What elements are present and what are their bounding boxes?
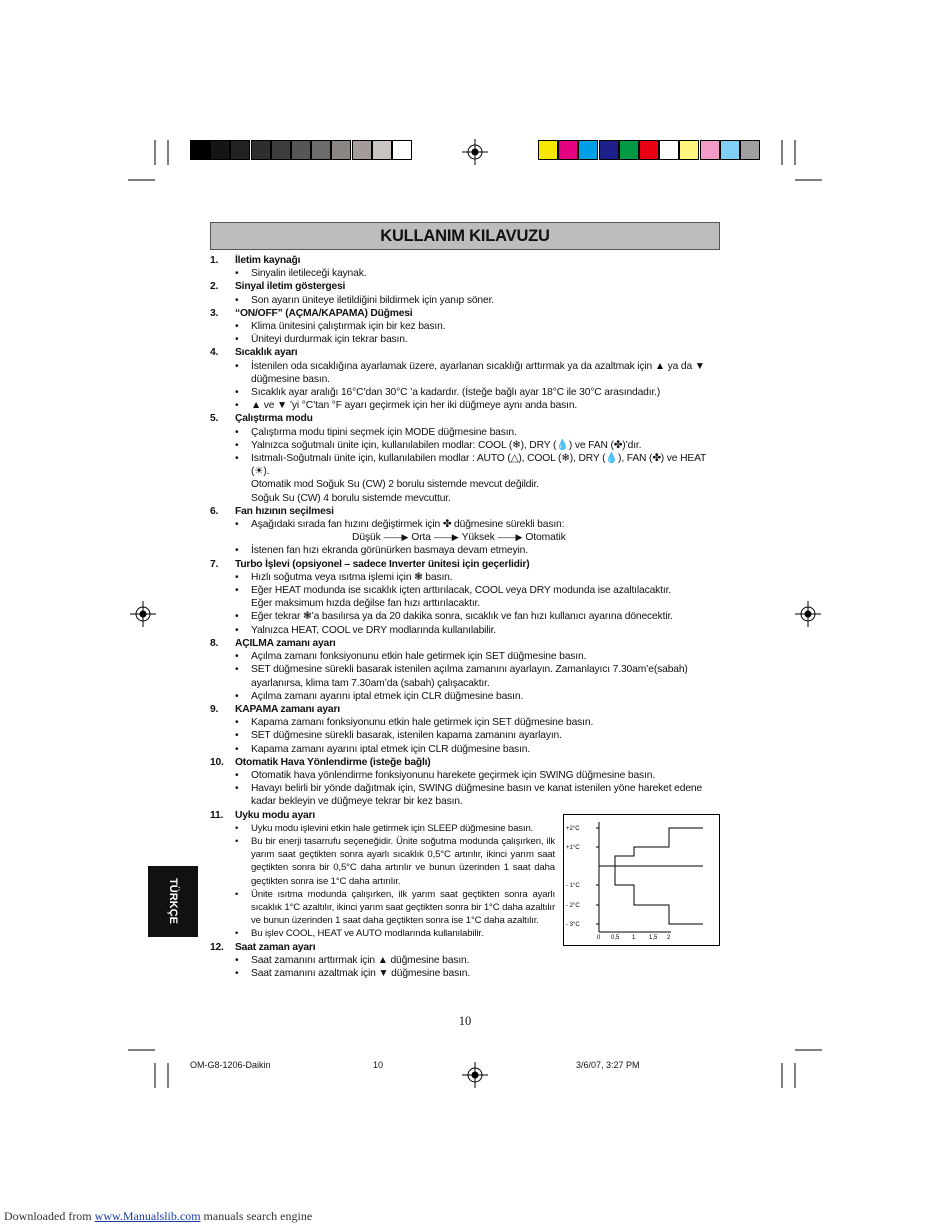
note-text: Soğuk Su (CW) 4 borulu sistemde mevcuttur. <box>251 492 451 504</box>
page-title: KULLANIM KILAVUZU <box>210 222 720 250</box>
language-tab-label: TÜRKÇE <box>167 878 179 924</box>
section-heading <box>210 280 722 293</box>
registration-mark-left <box>130 601 156 627</box>
section-number: 2. <box>210 281 219 293</box>
y-tick-label: - 1°C <box>566 883 580 889</box>
section-heading <box>210 505 722 518</box>
list-item: • Üniteyi durdurmak için tekrar basın. <box>210 333 722 346</box>
manualslib-link[interactable]: www.Manualslib.com <box>94 1209 201 1223</box>
section-title: Fan hızının seçilmesi <box>235 505 334 517</box>
footer-right: 3/6/07, 3:27 PM <box>576 1060 640 1070</box>
section-heading <box>210 254 722 267</box>
y-tick-label: - 2°C <box>566 903 580 909</box>
list-item: • İstenilen oda sıcaklığına ayarlamak üzere, ayarlanan sıcaklığı arttırmak ya da azaltmak için ▲ ya da ▼ düğmesine basın. <box>210 360 722 386</box>
section-heading <box>210 307 722 320</box>
section-number: 6. <box>210 505 219 517</box>
section-number: 12. <box>210 941 224 953</box>
speed-high: Yüksek <box>461 532 495 544</box>
list-item: • Saat zamanını azaltmak için ▼ düğmesine basın. <box>210 967 722 980</box>
registration-mark-right <box>795 601 821 627</box>
x-tick-label: 2 <box>667 935 671 941</box>
section-number: 1. <box>210 255 219 266</box>
registration-mark-bottom <box>462 1062 488 1088</box>
footer-left: OM-G8-1206-Daikin <box>190 1060 271 1070</box>
section-1 <box>210 254 722 280</box>
y-tick-label: - 3°C <box>566 922 580 928</box>
list-item: • Ünite ısıtma modunda çalışırken, ilk yarım saat geçtikten sonra ayarlı sıcaklık 1°C azaltılır, ikinci yarım saat geçtikten sonra bir 1°C daha azaltılır ve bunun üzerinden 1 saat daha geçtikten sonra ise 1°C daha azaltılır. <box>210 888 555 928</box>
section-5 <box>210 412 722 504</box>
x-tick-label: 1 <box>632 935 636 941</box>
section-number: 9. <box>210 703 219 715</box>
y-tick-label: +1°C <box>566 845 580 851</box>
arrow-right-icon: ——▶ <box>433 532 459 543</box>
section-title: Otomatik Hava Yönlendirme (isteğe bağlı) <box>235 756 431 768</box>
section-6 <box>210 505 722 558</box>
page-number: 10 <box>458 1014 472 1028</box>
list-item: • Yalnızca soğutmalı ünite için, kullanılabilen modlar: COOL (❄), DRY (💧) ve FAN (✤)’dır. <box>210 439 722 452</box>
section-title: Saat zaman ayarı <box>235 941 316 953</box>
section-number: 4. <box>210 347 219 359</box>
section-number: 8. <box>210 637 219 649</box>
chart-frame <box>564 815 720 946</box>
note-text: Otomatik mod Soğuk Su (CW) 2 borulu sistemde mevcut değildir. <box>251 479 539 491</box>
note-text: Eğer maksimum hızda değilse fan hızı arttırılacaktır. <box>251 598 480 610</box>
section-title: İletim kaynağı <box>235 255 301 266</box>
fan-speed-sequence <box>210 531 722 544</box>
registration-mark-top <box>462 139 488 165</box>
section-4 <box>210 346 722 412</box>
x-tick-label: 0,5 <box>611 935 620 941</box>
list-item: • Klima ünitesini çalıştırmak için bir kez basın. <box>210 320 722 333</box>
section-number: 10. <box>210 756 224 768</box>
list-item: • Aşağıdaki sırada fan hızını değiştirmek için ✤ düğmesine sürekli basın: <box>210 518 722 531</box>
section-2 <box>210 280 722 306</box>
section-heading <box>210 703 722 716</box>
list-item: • Eğer tekrar ❃’a basılırsa ya da 20 dakika sonra, sıcaklık ve fan hızı kullanıcı ayarına dönecektir. <box>210 610 722 623</box>
list-item: • Bu işlev COOL, HEAT ve AUTO modlarında kullanılabilir. <box>210 927 555 940</box>
section-3 <box>210 307 722 347</box>
section-number: 7. <box>210 558 219 570</box>
list-item: • Uyku modu işlevini etkin hale getirmek için SLEEP düğmesine basın. <box>210 822 555 835</box>
list-item: • Saat zamanını arttırmak için ▲ düğmesine basın. <box>210 954 722 967</box>
list-item: • Açılma zamanı ayarını iptal etmek için CLR düğmesine basın. <box>210 690 722 703</box>
section-title: Çalıştırma modu <box>235 413 313 425</box>
section-number: 5. <box>210 413 219 425</box>
list-item: • Açılma zamanı fonksiyonunu etkin hale getirmek için SET düğmesine basın. <box>210 650 722 663</box>
list-item: • Eğer HEAT modunda ise sıcaklık içten arttırılacak, COOL veya DRY modunda ise azaltılacaktır. <box>210 584 722 597</box>
footer-center: 10 <box>373 1060 384 1070</box>
section-heading <box>210 412 722 425</box>
section-7 <box>210 558 722 637</box>
language-tab <box>148 866 198 937</box>
section-8 <box>210 637 722 703</box>
list-item: • Kapama zamanı fonksiyonunu etkin hale getirmek için SET düğmesine basın. <box>210 716 722 729</box>
list-item: • Havayı belirli bir yönde dağıtmak için, SWING düğmesine basın ve kanat istenilen yöne hareket edene kadar bekleyin ve düğmeye tekrar bir kez basın. <box>210 782 722 808</box>
list-item: • Sıcaklık ayar aralığı 16°C’dan 30°C ’a kadardır. (İsteğe bağlı ayar 18°C ile 30°C arasındadır.) <box>210 386 722 399</box>
section-title: Turbo İşlevi (opsiyonel – sadece Inverter ünitesi için geçerlidir) <box>235 558 530 570</box>
speed-low: Düşük <box>352 532 381 544</box>
speed-medium: Orta <box>411 532 431 544</box>
speed-auto: Otomatik <box>525 532 566 544</box>
list-item: • Sinyalin iletileceği kaynak. <box>210 267 722 280</box>
section-title: AÇILMA zamanı ayarı <box>235 637 336 649</box>
section-title: Sinyal iletim göstergesi <box>235 281 346 293</box>
list-item: • Otomatik hava yönlendirme fonksiyonunu harekete geçirmek için SWING düğmesine basın. <box>210 769 722 782</box>
section-12 <box>210 941 722 981</box>
section-heading <box>210 558 722 571</box>
arrow-right-icon: ——▶ <box>383 532 409 543</box>
list-item: • Son ayarın üniteye iletildiğini bildirmek için yanıp söner. <box>210 294 722 307</box>
section-10 <box>210 756 722 809</box>
download-suffix: manuals search engine <box>200 1209 313 1223</box>
list-item: • İstenen fan hızı ekranda görünürken basmaya devam etmeyin. <box>210 544 722 557</box>
list-item: • SET düğmesine sürekli basarak istenilen açılma zamanını ayarlayın. Zamanlayıcı 7.30am’e(sabah) ayarlanırsa, klima tam 7.30am’da (sabah) çalışacaktır. <box>210 663 722 689</box>
list-item: • SET düğmesine sürekli basarak, istenilen kapama zamanını ayarlayın. <box>210 729 722 742</box>
section-number: 3. <box>210 307 219 319</box>
section-title: Sıcaklık ayarı <box>235 347 298 359</box>
list-item: • Bu bir enerji tasarrufu seçeneğidir. Ünite soğutma modunda çalışırken, ilk yarım saat geçtikten sonra ayarlı sıcaklık 0,5°C artırılır, ikinci yarım saat geçtikten sonra bir 0,5°C daha artırılır ve bunun üzerinden 1 saat daha geçtikten sonra ise 1°C daha artırılır. <box>210 835 555 888</box>
list-item: • Yalnızca HEAT, COOL ve DRY modlarında kullanılabilir. <box>210 624 722 637</box>
section-heading <box>210 637 722 650</box>
section-number: 11. <box>210 809 224 821</box>
arrow-right-icon: ——▶ <box>497 532 523 543</box>
section-heading <box>210 756 722 769</box>
section-heading <box>210 346 722 359</box>
download-note <box>4 1209 312 1224</box>
list-item: • Isıtmalı-Soğutmalı ünite için, kullanılabilen modlar : AUTO (△), COOL (❄), DRY (💧), FAN (✤) ve HEAT (☀). <box>210 452 722 478</box>
list-item: • Hızlı soğutma veya ısıtma işlemi için ❃ basın. <box>210 571 722 584</box>
section-title: Uyku modu ayarı <box>235 809 315 821</box>
download-prefix: Downloaded from <box>4 1209 95 1223</box>
y-tick-label: +2°C <box>566 826 580 832</box>
section-9 <box>210 703 722 756</box>
x-tick-label: 1,5 <box>649 935 658 941</box>
list-item: • Çalıştırma modu tipini seçmek için MODE düğmesine basın. <box>210 426 722 439</box>
section-title: KAPAMA zamanı ayarı <box>235 703 340 715</box>
sleep-mode-chart <box>563 814 720 946</box>
list-item: • Kapama zamanı ayarını iptal etmek için CLR düğmesine basın. <box>210 743 722 756</box>
x-tick-label: 0 <box>597 935 601 941</box>
section-title: “ON/OFF” (AÇMA/KAPAMA) Düğmesi <box>235 307 413 319</box>
list-item: • ▲ ve ▼ ’yi °C’tan °F ayarı geçirmek için her iki düğmeye aynı anda basın. <box>210 399 722 412</box>
